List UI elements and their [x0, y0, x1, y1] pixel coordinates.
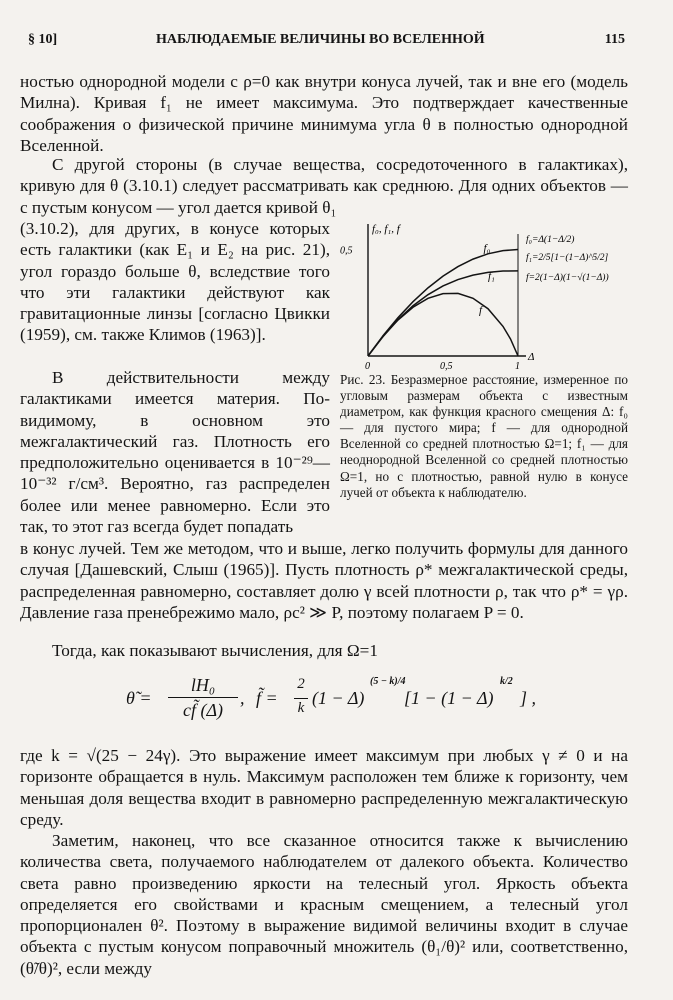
legend-formula-2: f₁=2/5[1−(1−Δ)^5/2] — [526, 253, 609, 263]
x-tick-label: 0 — [365, 361, 370, 372]
f-coef-den: k — [297, 700, 305, 716]
f-bracket: [1 − (1 − Δ) — [404, 688, 494, 708]
series-line-2 — [368, 271, 518, 356]
f-close: ] , — [520, 688, 537, 708]
paragraph-2a: С другой стороны (в случае вещества, сосредоточенного в галактиках), кривую для θ (3.10.1) следует рассматривать как среднюю. Для одних объектов — с пустым конусом — угол дается кривой θ₁ — [20, 155, 628, 217]
x-tick-label: 1 — [515, 361, 520, 372]
paragraph-6: Заметим, наконец, что все сказанное относится также к вычислению количества света, получаемого наблюдателем от далекого объекта. Количество света равно произведению яркости на телесный угол. Яркость объекта определяется его свойствами и красным смещением, а телесный угол пропорционален θ². Поэтому в выражение видимой величины входит в случае объекта с пустым конусом поправочный множитель (θ₁/θ)² или, соответственно, (θ̃/θ)², если между — [20, 831, 628, 978]
legend-formula-3: f=2(1−Δ)(1−√(1−Δ)) — [526, 273, 609, 283]
paragraph-2b: (3.10.2), для других, в конусе которых есть галактики (как E₁ и E₂ на рис. 21), угол гораздо больше θ, вследствие того что эти галактики действуют как гравитационные линзы [согласно Цвикки (1959), см. также Климов (1963)]. — [20, 219, 330, 345]
series-label-1: f₀ — [483, 242, 491, 255]
f-base: (1 − Δ) — [312, 688, 365, 708]
series-line-3 — [368, 293, 518, 356]
theta-denominator: cf̃ (Δ) — [182, 700, 224, 720]
f-coef-num: 2 — [294, 676, 308, 699]
paragraph-3a: В действительности между галактиками имеется материя. По-видимому, в основном это межгалактический газ. Плотность его предположительно оценивается в 10⁻²⁹—10⁻³² г/см³. Вероятно, газ распределен более или менее равномерно. Если это так, то этот газ всегда будет попадать — [20, 368, 330, 537]
paragraph-4: Тогда, как показывают вычисления, для Ω=1 — [52, 641, 378, 660]
f-exp2: k/2 — [500, 676, 513, 687]
figure-23-chart — [338, 218, 638, 373]
paragraph-5: где k = √(25 − 24γ). Это выражение имеет максимум при любых γ ≠ 0 и на горизонте обращается в нуль. Максимум расположен тем ближе к горизонту, чем меньшая доля вещества входит в равномерно распределенную межгалактическую среду. — [20, 746, 628, 829]
series-label-3: f — [479, 304, 483, 317]
figure-caption: Рис. 23. Безразмерное расстояние, измеренное по угловым размерам объекта с известным диаметром, как функция красного смещения Δ: f₀ — для пустого мира; f — для однородной Вселенной со средней плотностью Ω=1; f₁ — для неоднородной Вселенной со средней плотностью Ω=1, но с плотностью, равной нулю в конусе лучей от объекта к наблюдателю. — [340, 372, 628, 500]
theta-numerator: lH₀ — [168, 675, 238, 698]
series-label-2: f₁ — [488, 270, 495, 283]
theta-lhs: θ̃ = — [126, 688, 152, 708]
running-title: НАБЛЮДАЕМЫЕ ВЕЛИЧИНЫ ВО ВСЕЛЕННОЙ — [156, 32, 485, 47]
paragraph-3b: в конус лучей. Тем же методом, что и выше, легко получить формулы для данного случая [Дашевский, Слыш (1965)]. Пусть плотность ρ* межгалактической среды, распределенная равномерно, составляет долю γ всей плотности ρ, так что ρ* = γρ. Давление газа пренебрежимо мало, ρc² ≫ P, поэтому полагаем P = 0. — [20, 539, 628, 622]
y-tick-label: 0,5 — [340, 245, 353, 257]
running-header — [28, 32, 625, 52]
series-line-1 — [368, 250, 518, 356]
theta-comma: , — [240, 688, 245, 708]
legend-formula-1: f₀=Δ(1−Δ/2) — [526, 235, 575, 245]
f-lhs: f̃ = — [256, 688, 278, 708]
x-axis-label: Δ — [528, 351, 535, 363]
page-number: 115 — [604, 32, 625, 47]
section-number: § 10] — [28, 32, 58, 47]
f-exp1: (5 − k)/4 — [370, 676, 406, 687]
x-tick-label: 0,5 — [440, 361, 453, 372]
y-axis-label: f₀, f₁, f — [372, 223, 400, 235]
paragraph-1: ностью однородной модели с ρ=0 как внутри конуса лучей, так и вне его (модель Милна). Кривая f₁ не имеет максимума. Это подтверждает качественные соображения о физической причине минимума угла θ в полностью однородной Вселенной. — [20, 72, 628, 155]
